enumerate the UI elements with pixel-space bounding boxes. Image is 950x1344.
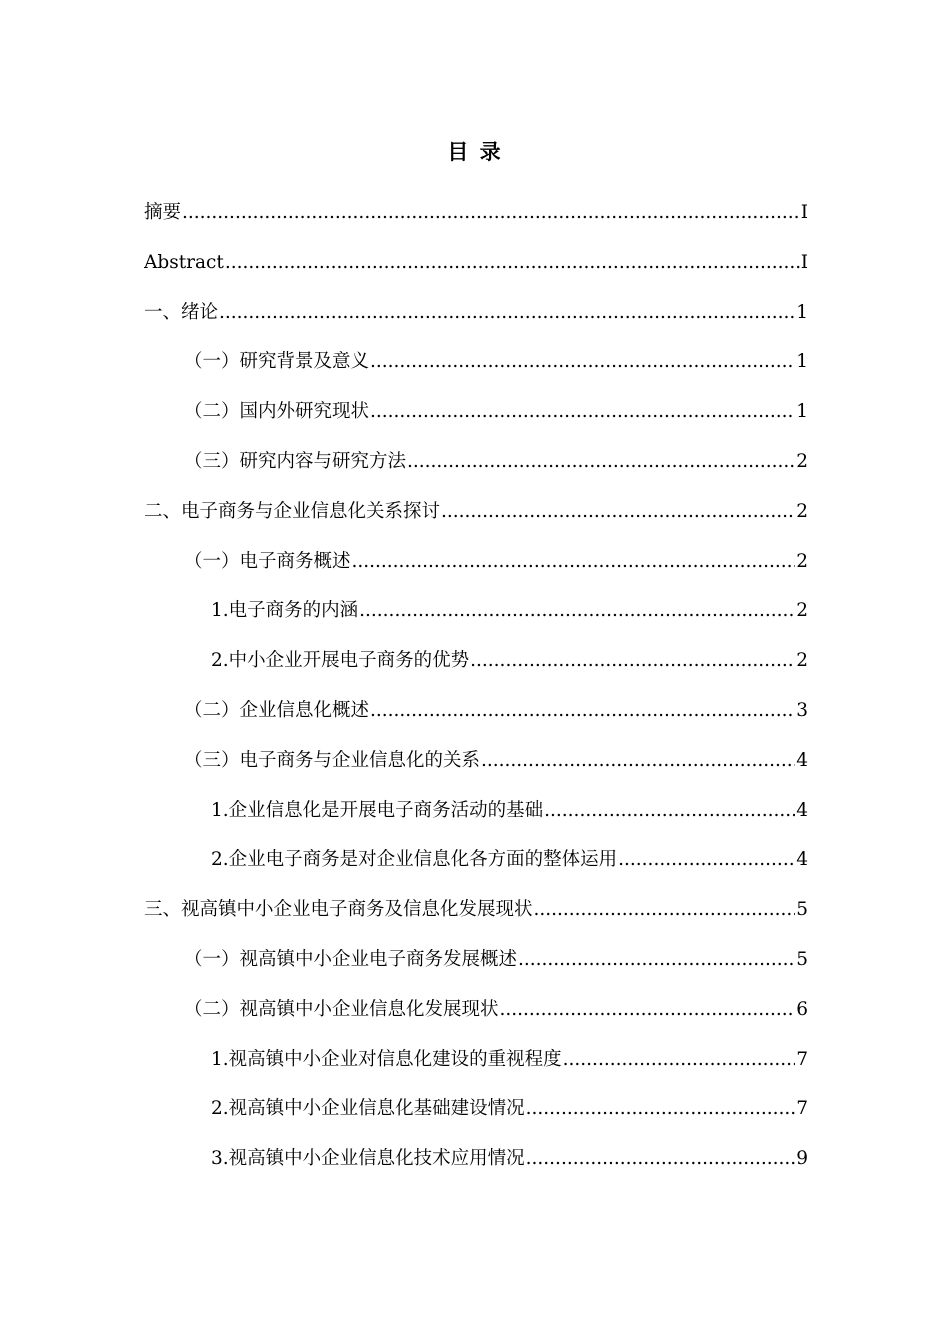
toc-entry-page: 4 (796, 749, 808, 771)
toc-entry-label: 1.电子商务的内涵 (211, 600, 359, 622)
toc-dot-leader (618, 844, 795, 876)
toc-entry-label: （二）视高镇中小企业信息化发展现状 (184, 998, 499, 1020)
toc-entry-section-2-1[interactable] (144, 546, 808, 596)
toc-entry-subsection-3-2-1[interactable] (144, 1044, 808, 1094)
toc-entry-section-2-2[interactable] (144, 695, 808, 745)
toc-entry-page: 5 (796, 899, 808, 921)
toc-entry-page: 1 (796, 301, 808, 323)
toc-dot-leader (526, 1143, 796, 1175)
toc-dot-leader (219, 297, 795, 329)
toc-entry-page: 7 (796, 1048, 808, 1070)
toc-entry-page: 2 (796, 550, 808, 572)
toc-entry-subsection-2-3-1[interactable] (144, 795, 808, 845)
toc-dot-leader (182, 197, 800, 229)
toc-dot-leader (526, 1093, 796, 1125)
toc-entry-subsection-2-3-2[interactable] (144, 844, 808, 894)
toc-entry-chapter-2[interactable] (144, 496, 808, 546)
toc-entry-page: 2 (796, 650, 808, 672)
toc-entry-label: （一）研究背景及意义 (184, 351, 370, 373)
toc-entry-section-2-3[interactable] (144, 745, 808, 795)
toc-entry-label: 摘要 (144, 202, 182, 223)
toc-dot-leader (359, 595, 795, 627)
toc-entry-label: 三、视高镇中小企业电子商务及信息化发展现状 (144, 899, 533, 921)
toc-title: 目 录 (447, 139, 503, 164)
toc-dot-leader (534, 894, 796, 926)
toc-entry-page: 5 (796, 948, 808, 970)
toc-entry-label: （二）国内外研究现状 (184, 401, 370, 423)
toc-entry-page: 2 (796, 500, 808, 522)
toc-entry-page: 3 (796, 699, 808, 721)
toc-entry-page: 4 (796, 799, 808, 821)
toc-dot-leader (500, 994, 796, 1026)
toc-entry-label: 2.视高镇中小企业信息化基础建设情况 (211, 1098, 525, 1120)
toc-entry-label: （一）电子商务概述 (184, 550, 351, 572)
toc-entry-abstract-cn[interactable] (144, 197, 808, 247)
toc-entry-page: 2 (796, 600, 808, 622)
toc-entry-label: Abstract (144, 251, 224, 273)
toc-entry-page: 2 (796, 450, 808, 472)
toc-dot-leader (481, 745, 795, 777)
toc-entry-label: （二）企业信息化概述 (184, 699, 370, 721)
toc-entry-section-3-2[interactable] (144, 994, 808, 1044)
toc-dot-leader (518, 944, 795, 976)
toc-entry-abstract-en[interactable] (144, 247, 808, 297)
toc-entry-label: 二、电子商务与企业信息化关系探讨 (144, 500, 441, 522)
toc-entry-page: 7 (796, 1098, 808, 1120)
toc-dot-leader (563, 1044, 796, 1076)
toc-entry-label: 2.中小企业开展电子商务的优势 (211, 650, 470, 672)
toc-entry-label: 2.企业电子商务是对企业信息化各方面的整体运用 (211, 849, 618, 871)
toc-entry-section-1-1[interactable] (144, 346, 808, 396)
toc-dot-leader (370, 346, 795, 378)
toc-entry-subsection-2-1-1[interactable] (144, 595, 808, 645)
toc-entry-page: 9 (796, 1148, 808, 1170)
toc-entry-page: 6 (796, 998, 808, 1020)
toc-dot-leader (407, 446, 795, 478)
toc-entry-subsection-2-1-2[interactable] (144, 645, 808, 695)
toc-dot-leader (352, 546, 796, 578)
toc-entry-subsection-3-2-2[interactable] (144, 1093, 808, 1143)
toc-entry-label: 3.视高镇中小企业信息化技术应用情况 (211, 1148, 525, 1170)
toc-entry-section-1-2[interactable] (144, 396, 808, 446)
toc-dot-leader (370, 396, 795, 428)
toc-entry-page: 1 (796, 351, 808, 373)
table-of-contents (144, 197, 808, 1193)
toc-dot-leader (225, 247, 800, 279)
toc-entry-section-1-3[interactable] (144, 446, 808, 496)
toc-entry-page: 1 (796, 401, 808, 423)
toc-entry-label: 1.视高镇中小企业对信息化建设的重视程度 (211, 1048, 562, 1070)
toc-entry-page: I (800, 202, 808, 223)
toc-entry-label: 一、绪论 (144, 301, 219, 323)
toc-entry-chapter-3[interactable] (144, 894, 808, 944)
toc-dot-leader (370, 695, 795, 727)
toc-entry-label: （三）电子商务与企业信息化的关系 (184, 749, 481, 771)
toc-entry-label: 1.企业信息化是开展电子商务活动的基础 (211, 799, 544, 821)
toc-entry-label: （一）视高镇中小企业电子商务发展概述 (184, 948, 518, 970)
toc-dot-leader (470, 645, 795, 677)
toc-dot-leader (544, 795, 795, 827)
toc-entry-page: I (800, 251, 808, 273)
toc-entry-page: 4 (796, 849, 808, 871)
toc-entry-chapter-1[interactable] (144, 297, 808, 347)
toc-dot-leader (441, 496, 795, 528)
toc-entry-section-3-1[interactable] (144, 944, 808, 994)
toc-entry-subsection-3-2-3[interactable] (144, 1143, 808, 1193)
toc-entry-label: （三）研究内容与研究方法 (184, 450, 407, 472)
